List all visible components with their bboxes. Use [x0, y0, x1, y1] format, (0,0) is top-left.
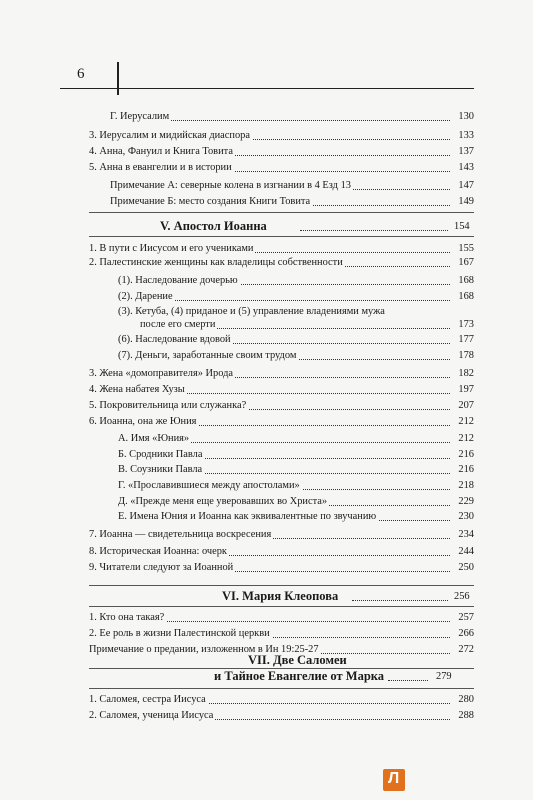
dot-leader: [388, 680, 428, 681]
toc-entry-label: 4. Жена набатея Хузы: [89, 384, 185, 395]
toc-page-number: 155: [458, 243, 474, 254]
toc-page-number: 177: [458, 334, 474, 345]
divider: [89, 236, 474, 237]
toc-page-number: 207: [458, 400, 474, 411]
toc-page-number: 167: [458, 257, 474, 268]
toc-entry-label: Б. Сродники Павла: [118, 449, 203, 460]
toc-page-number: 218: [458, 480, 474, 491]
toc-entry-label: (3). Кетуба, (4) приданое и (5) управление владениями мужа: [118, 306, 385, 317]
toc-entry-label: 2. Саломея, ученица Иисуса: [89, 710, 214, 721]
dot-leader: [300, 230, 448, 231]
toc-entry: [118, 349, 474, 363]
section-title: V. Апостол Иоанна: [160, 219, 267, 233]
toc-entry: [118, 510, 474, 524]
toc-entry-label: Е. Имена Юния и Иоанна как эквивалентные по звучанию: [118, 511, 377, 522]
toc-page-number: 216: [458, 449, 474, 460]
section-title: VI. Мария Клеопова: [222, 589, 339, 603]
toc-entry: [89, 129, 474, 143]
toc-page-number: 147: [458, 180, 474, 191]
toc-entry-label: 5. Покровительница или служанка?: [89, 400, 247, 411]
section-title: и Тайное Евангелие от Марка: [214, 669, 385, 683]
toc-page-number: 173: [458, 319, 474, 330]
toc-entry: [118, 432, 474, 446]
toc-entry: [110, 195, 474, 209]
section-title: VII. Две Саломеи: [248, 653, 347, 667]
toc-entry: [118, 495, 474, 509]
toc-page-number: 244: [458, 546, 474, 557]
toc-page-number: 168: [458, 291, 474, 302]
toc-entry: [110, 110, 474, 124]
toc-page-number: 250: [458, 562, 474, 573]
toc-entry: [89, 242, 474, 256]
toc-page-number: 137: [458, 146, 474, 157]
toc-entry-label: 7. Иоанна — свидетельница воскресения: [89, 529, 272, 540]
toc-entry: [118, 448, 474, 462]
toc-entry: [89, 367, 474, 381]
toc-entry-label: 2. Палестинские женщины как владелицы собственности: [89, 257, 343, 268]
toc-entry-label: 5. Анна в евангелии и в истории: [89, 162, 232, 173]
toc-entry: [140, 318, 474, 332]
toc-page-number: 143: [458, 162, 474, 173]
divider: [89, 585, 474, 586]
divider: [89, 688, 474, 689]
toc-page-number: 272: [458, 644, 474, 655]
toc-entry-label: А. Имя «Юния»: [118, 433, 190, 444]
toc-page-number: 130: [458, 111, 474, 122]
toc-entry-label: В. Соузники Павла: [118, 464, 203, 475]
toc-page-number: 288: [458, 710, 474, 721]
toc-entry-label: 4. Анна, Фануил и Книга Товита: [89, 146, 233, 157]
toc-entry-label: после его смерти: [140, 319, 216, 330]
toc-entry: [89, 399, 474, 413]
toc-page-number: 216: [458, 464, 474, 475]
toc-page-number: 212: [458, 416, 474, 427]
header-tick: [117, 62, 119, 95]
toc-entry-label: (7). Деньги, заработанные своим трудом: [118, 350, 297, 361]
toc-page-number: 280: [458, 694, 474, 705]
toc-entry-label: Примечание А: северные колена в изгнании в 4 Езд 13: [110, 180, 351, 191]
toc-entry: [118, 479, 474, 493]
toc-entry-label: 6. Иоанна, она же Юния: [89, 416, 197, 427]
toc-entry: [118, 274, 474, 288]
toc-entry: [89, 256, 474, 270]
toc-page-number: 234: [458, 529, 474, 540]
toc-entry-label: 9. Читатели следуют за Иоанной: [89, 562, 234, 573]
section-page-number: 154: [454, 221, 470, 232]
toc-entry: [118, 333, 474, 347]
toc-entry: [89, 561, 474, 575]
publisher-logo-icon: Л: [383, 769, 405, 791]
toc-entry-label: 3. Жена «домоправителя» Ирода: [89, 368, 234, 379]
toc-page-number: 229: [458, 496, 474, 507]
toc-entry-label: (1). Наследование дочерью: [118, 275, 238, 286]
toc-entry-label: 1. Саломея, сестра Иисуса: [89, 694, 206, 705]
toc-page-number: 266: [458, 628, 474, 639]
toc-entry-label: Примечание о предании, изложенном в Ин 19:25-27: [89, 644, 319, 655]
toc-entry-label: Г. Иерусалим: [110, 111, 170, 122]
toc-entry: [89, 161, 474, 175]
toc-entry-label: 2. Ее роль в жизни Палестинской церкви: [89, 628, 270, 639]
toc-entry-label: 8. Историческая Иоанна: очерк: [89, 546, 227, 557]
section-page-number: 279: [436, 671, 452, 682]
toc-entry: [118, 463, 474, 477]
toc-page-number: 168: [458, 275, 474, 286]
toc-entry-label: (2). Дарение: [118, 291, 173, 302]
toc-page-number: 133: [458, 130, 474, 141]
divider: [89, 212, 474, 213]
toc-entry-label: Примечание Б: место создания Книги Товита: [110, 196, 311, 207]
toc-entry: [89, 627, 474, 641]
toc-page-number: 230: [458, 511, 474, 522]
toc-page-number: 212: [458, 433, 474, 444]
toc-entry: [89, 383, 474, 397]
dot-leader: [352, 600, 448, 601]
toc-entry: [89, 709, 474, 723]
toc-entry: [110, 179, 474, 193]
toc-page-number: 182: [458, 368, 474, 379]
section-page-number: 256: [454, 591, 470, 602]
toc-entry: [89, 145, 474, 159]
toc-page-number: 178: [458, 350, 474, 361]
toc-entry: [89, 693, 474, 707]
toc-entry-label: Д. «Прежде меня еще уверовавших во Христа»: [118, 496, 328, 507]
toc-entry-label: (6). Наследование вдовой: [118, 334, 231, 345]
toc-page-number: 257: [458, 612, 474, 623]
page-number: 6: [77, 66, 85, 82]
toc-page-number: 197: [458, 384, 474, 395]
toc-entry: [89, 528, 474, 542]
toc-entry-label: 3. Иерусалим и мидийская диаспора: [89, 130, 250, 141]
header-rule: [60, 88, 474, 89]
toc-entry-label: 1. Кто она такая?: [89, 612, 165, 623]
toc-entry-label: 1. В пути с Иисусом и его учениками: [89, 243, 254, 254]
toc-entry: [89, 415, 474, 429]
toc-entry: [118, 290, 474, 304]
toc-entry: [89, 545, 474, 559]
toc-entry-label: Г. «Прославившиеся между апостолами»: [118, 480, 300, 491]
toc-entry: [118, 305, 474, 319]
toc-entry: [89, 611, 474, 625]
divider: [89, 606, 474, 607]
toc-page-number: 149: [458, 196, 474, 207]
